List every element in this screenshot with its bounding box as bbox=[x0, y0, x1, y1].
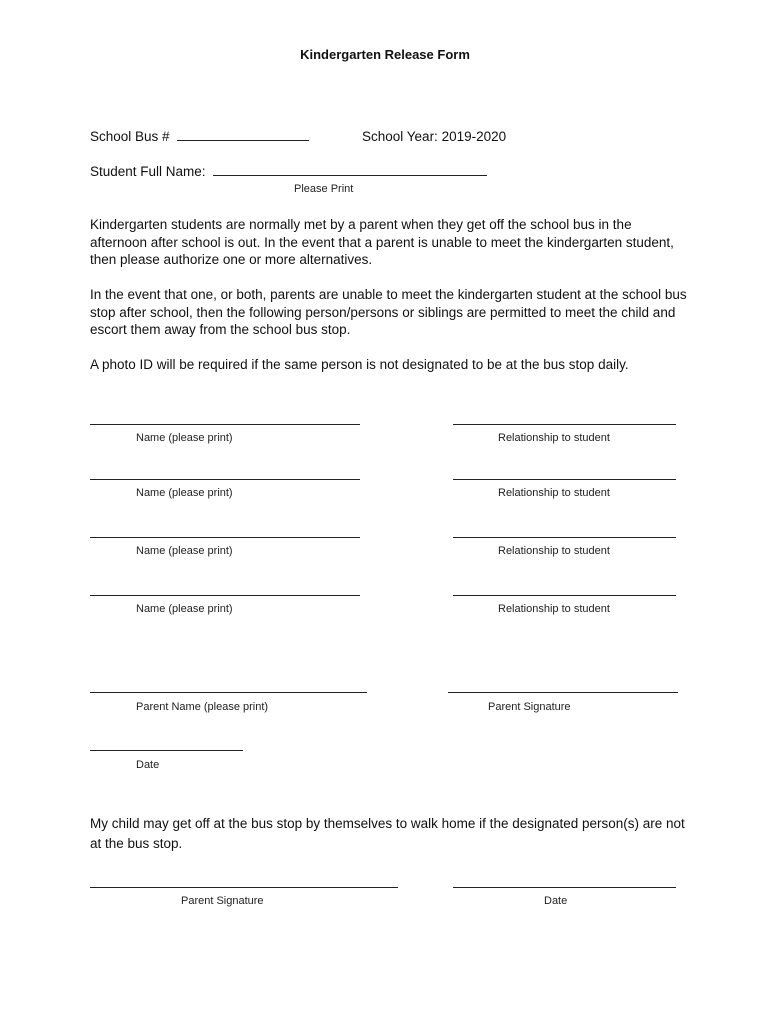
relationship-caption: Relationship to student bbox=[498, 545, 610, 557]
designee-name-line[interactable] bbox=[90, 479, 360, 480]
date-caption: Date bbox=[136, 759, 160, 771]
final-date-line[interactable] bbox=[453, 887, 676, 888]
photo-id-paragraph: A photo ID will be required if the same person is not designated to be at the bus stop daily. bbox=[90, 357, 629, 372]
final-date-caption: Date bbox=[544, 895, 568, 907]
student-name-field bbox=[90, 163, 487, 181]
school-bus-field bbox=[90, 128, 309, 146]
relationship-caption: Relationship to student bbox=[498, 603, 610, 615]
walk-home-paragraph: My child may get off at the bus stop by themselves to walk home if the designated person(s) are not at the bus stop. bbox=[90, 816, 685, 851]
intro-paragraph: Kindergarten students are normally met by a parent when they get off the school bus in the afternoon after school is out. In the event that a parent is unable to meet the kindergarten student, then please authorize one or more alternatives. bbox=[90, 217, 674, 267]
school-bus-label: School Bus # bbox=[90, 129, 170, 144]
student-name-label: Student Full Name: bbox=[90, 164, 206, 179]
name-caption: Name (please print) bbox=[136, 432, 233, 444]
parent-signature-caption: Parent Signature bbox=[488, 701, 571, 713]
designee-name-line[interactable] bbox=[90, 537, 360, 538]
parent-name-line[interactable] bbox=[90, 692, 367, 693]
final-signature-line[interactable] bbox=[90, 887, 398, 888]
relationship-caption: Relationship to student bbox=[498, 432, 610, 444]
name-caption: Name (please print) bbox=[136, 545, 233, 557]
please-print-caption: Please Print bbox=[294, 183, 354, 195]
final-signature-caption: Parent Signature bbox=[181, 895, 264, 907]
designee-relationship-line[interactable] bbox=[453, 537, 676, 538]
designee-relationship-line[interactable] bbox=[453, 595, 676, 596]
form-title: Kindergarten Release Form bbox=[300, 47, 470, 62]
relationship-caption: Relationship to student bbox=[498, 487, 610, 499]
school-bus-input-line[interactable] bbox=[177, 128, 309, 141]
school-year-label: School Year: 2019-2020 bbox=[362, 129, 507, 144]
name-caption: Name (please print) bbox=[136, 487, 233, 499]
parent-name-caption: Parent Name (please print) bbox=[136, 701, 269, 713]
designee-name-line[interactable] bbox=[90, 595, 360, 596]
alternate-person-paragraph: In the event that one, or both, parents are unable to meet the kindergarten student at the school bus stop after school, then the following person/persons or siblings are permitted to meet the child and escort them away from the school bus stop. bbox=[90, 287, 687, 337]
designee-name-line[interactable] bbox=[90, 424, 360, 425]
name-caption: Name (please print) bbox=[136, 603, 233, 615]
student-name-input-line[interactable] bbox=[213, 163, 487, 176]
designee-relationship-line[interactable] bbox=[453, 424, 676, 425]
parent-signature-line[interactable] bbox=[448, 692, 678, 693]
date-line[interactable] bbox=[90, 750, 243, 751]
designee-relationship-line[interactable] bbox=[453, 479, 676, 480]
